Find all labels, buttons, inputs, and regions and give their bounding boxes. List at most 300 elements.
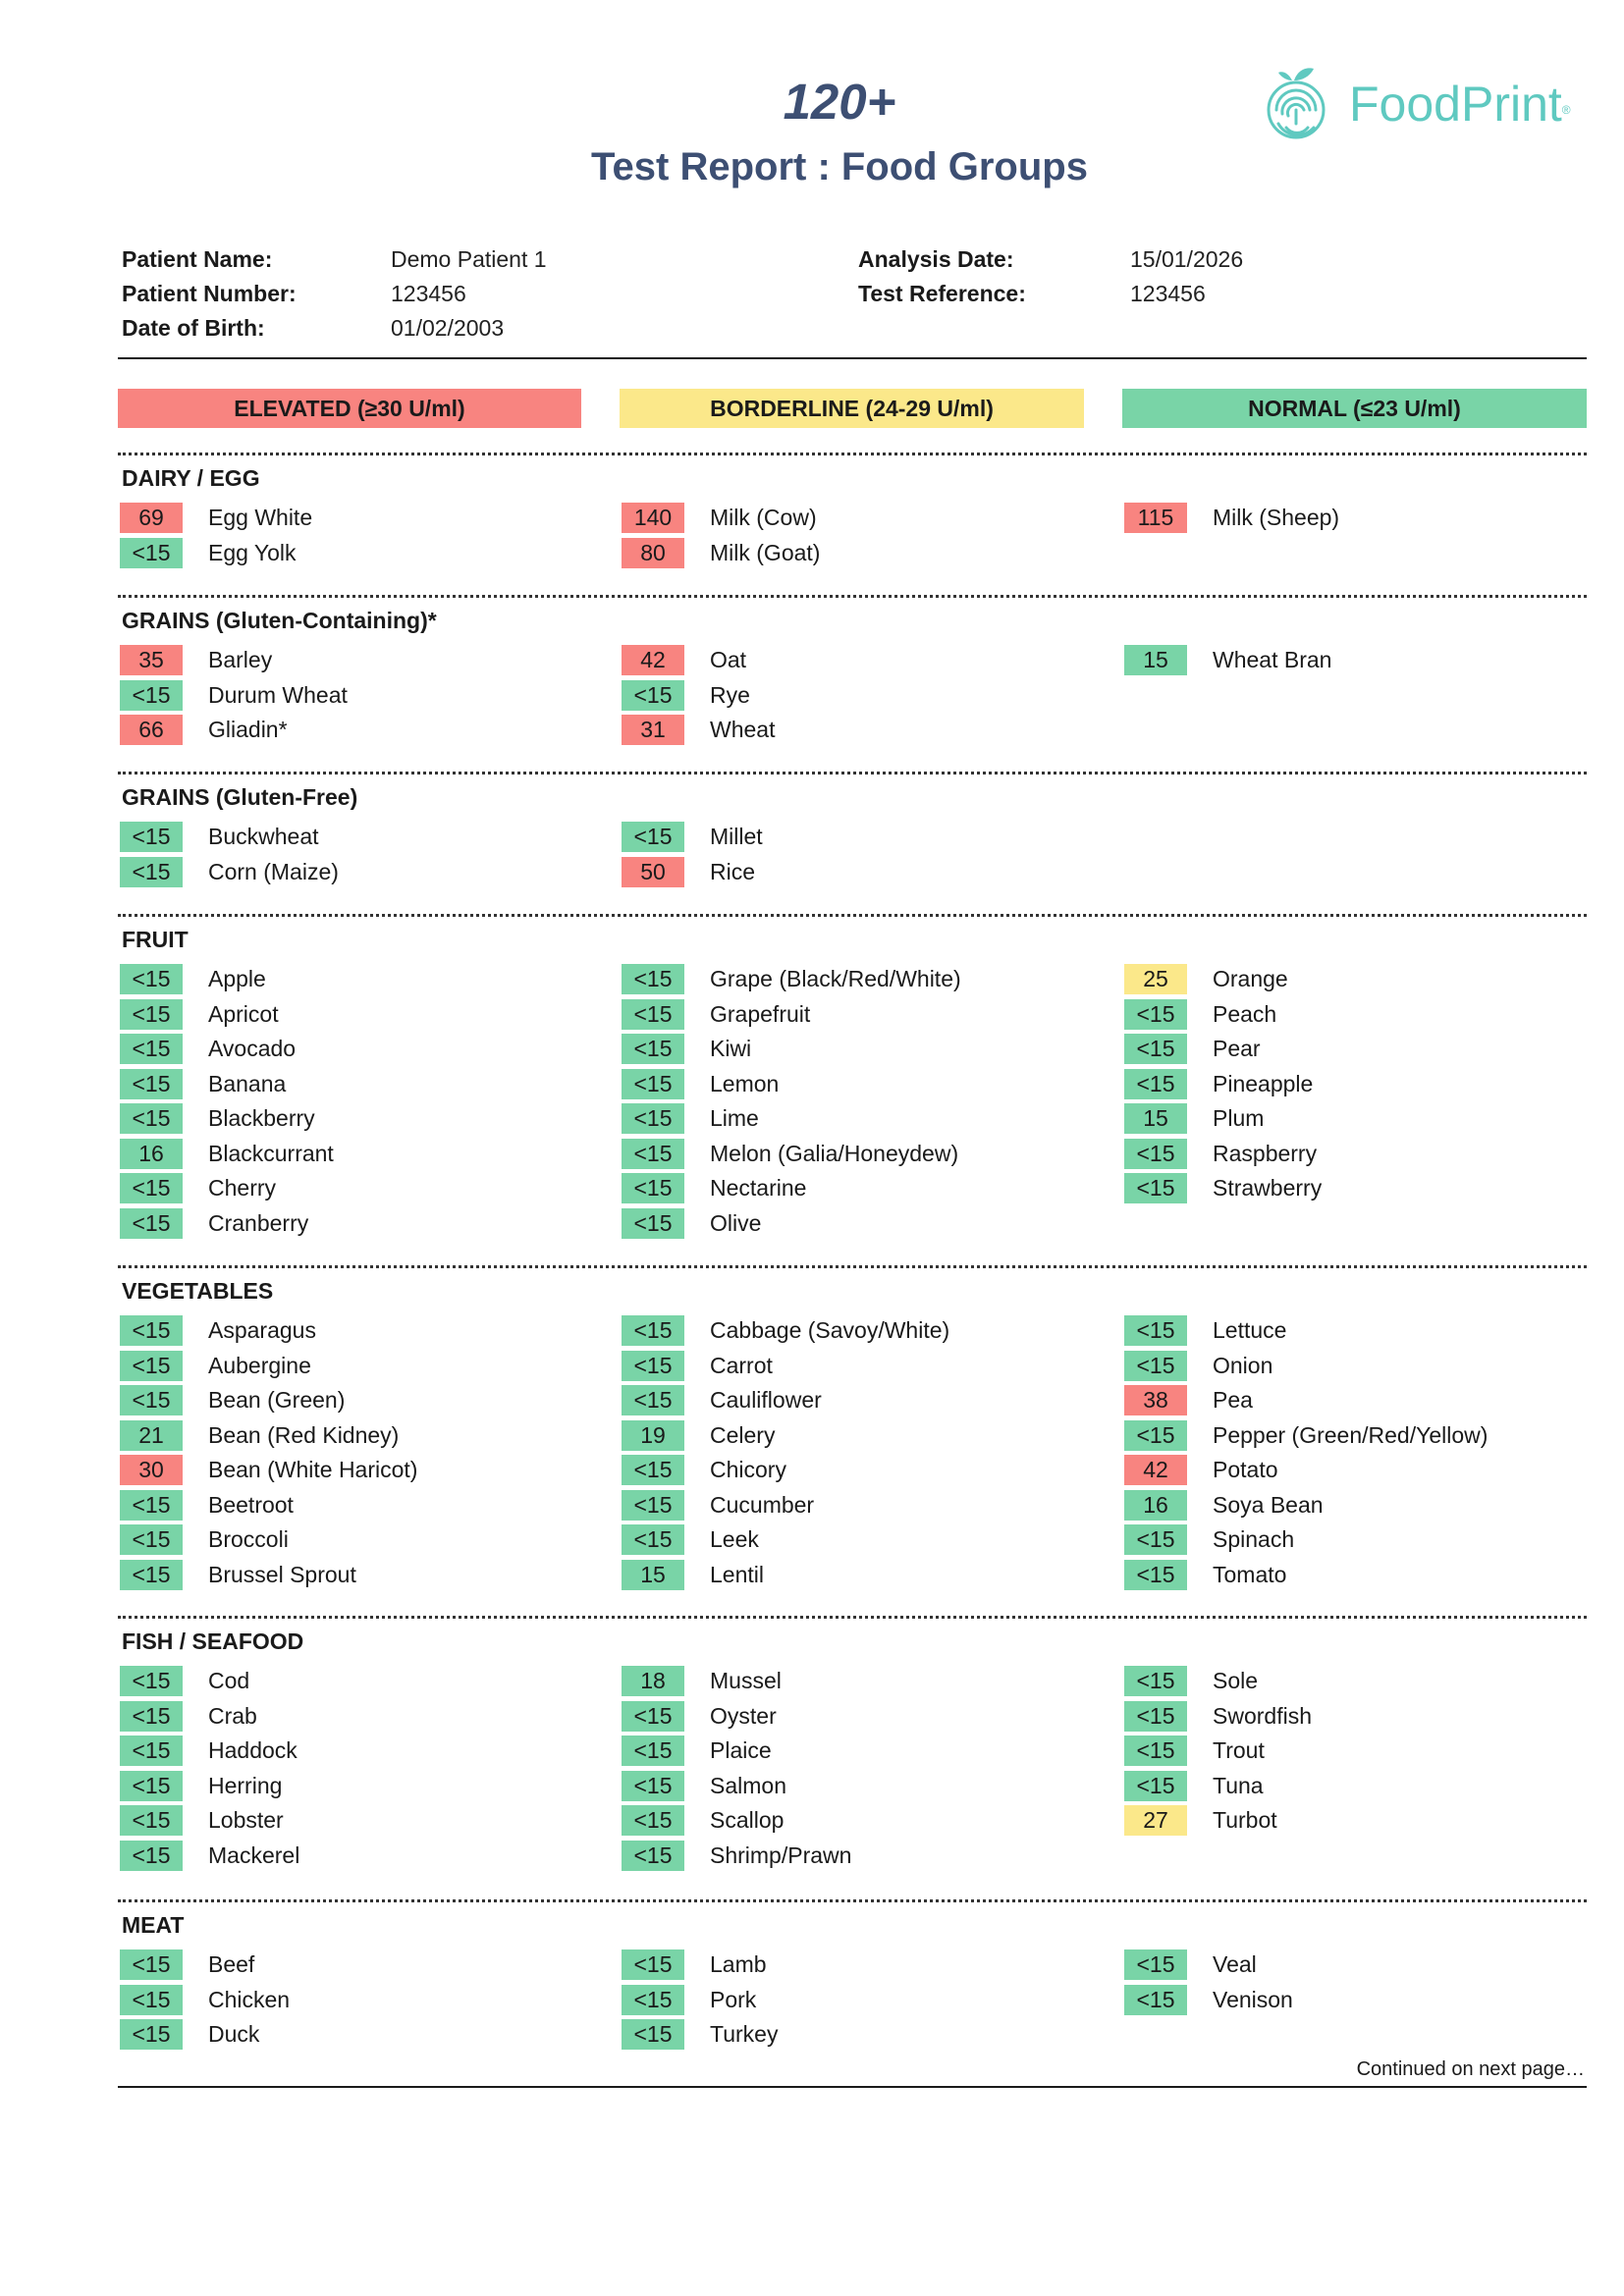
section-column [1122, 1948, 1613, 2017]
food-item [1122, 1522, 1613, 1558]
food-name: Durum Wheat [208, 681, 348, 708]
food-item [620, 1453, 1110, 1488]
food-name: Plum [1213, 1105, 1265, 1131]
food-item [620, 501, 1110, 536]
food-item [118, 643, 609, 678]
food-name: Duck [208, 2021, 260, 2047]
food-item [118, 1699, 609, 1735]
section-column [118, 501, 609, 570]
result-badge: <15 [622, 1315, 684, 1346]
footer-divider [118, 2086, 1587, 2088]
food-item [620, 1067, 1110, 1102]
food-item [118, 1206, 609, 1242]
food-name: Pork [710, 1986, 757, 2012]
food-name: Melon (Galia/Honeydew) [710, 1140, 959, 1166]
food-item [620, 1769, 1110, 1804]
result-badge: <15 [622, 964, 684, 994]
food-item [118, 1032, 609, 1067]
food-name: Mackerel [208, 1842, 300, 1868]
result-badge: 42 [1124, 1455, 1187, 1485]
food-item [118, 1453, 609, 1488]
food-name: Tuna [1213, 1772, 1264, 1798]
result-badge: <15 [622, 1351, 684, 1381]
food-item [118, 1171, 609, 1206]
food-name: Cucumber [710, 1491, 815, 1518]
food-item [620, 1734, 1110, 1769]
food-name: Pea [1213, 1387, 1253, 1413]
food-name: Nectarine [710, 1175, 807, 1201]
continued-note: Continued on next page… [1356, 2058, 1585, 2080]
food-name: Veal [1213, 1951, 1257, 1977]
patient-name: Demo Patient 1 [391, 246, 547, 272]
food-name: Wheat [710, 717, 776, 742]
result-badge: <15 [120, 1385, 183, 1415]
food-item [1122, 1067, 1613, 1102]
result-badge: <15 [622, 1735, 684, 1766]
food-name: Cherry [208, 1175, 277, 1201]
food-name: Lentil [710, 1561, 764, 1587]
food-item [118, 713, 609, 748]
section-column [620, 962, 1110, 1241]
result-badge: <15 [120, 1208, 183, 1239]
section-column [1122, 501, 1613, 536]
food-name: Oyster [710, 1702, 777, 1729]
food-name: Milk (Sheep) [1213, 505, 1340, 530]
result-badge: <15 [120, 1034, 183, 1064]
food-name: Kiwi [710, 1036, 752, 1061]
food-item [118, 536, 609, 571]
result-badge: <15 [120, 1173, 183, 1203]
result-badge: <15 [120, 999, 183, 1030]
food-name: Chicken [208, 1986, 291, 2012]
result-badge: 30 [120, 1455, 183, 1485]
result-badge: <15 [1124, 1173, 1187, 1203]
result-badge: <15 [622, 1771, 684, 1801]
result-badge: <15 [622, 1139, 684, 1169]
result-badge: <15 [1124, 1735, 1187, 1766]
result-badge: <15 [622, 1034, 684, 1064]
result-badge: <15 [1124, 1069, 1187, 1099]
food-item [620, 536, 1110, 571]
food-name: Peach [1213, 1000, 1277, 1027]
food-item [1122, 1734, 1613, 1769]
food-name: Bean (White Haricot) [208, 1457, 418, 1482]
section-divider [118, 453, 1587, 455]
food-item [118, 678, 609, 714]
result-badge: <15 [120, 538, 183, 568]
result-badge: 15 [1124, 645, 1187, 675]
food-item [1122, 1101, 1613, 1137]
food-item [1122, 1699, 1613, 1735]
result-badge: <15 [622, 999, 684, 1030]
logo-text: FoodPrint® [1349, 77, 1571, 132]
result-badge: <15 [120, 1701, 183, 1732]
food-name: Swordfish [1213, 1702, 1312, 1729]
result-badge: 115 [1124, 503, 1187, 533]
result-badge: <15 [120, 964, 183, 994]
result-badge: <15 [622, 680, 684, 711]
food-item [620, 1383, 1110, 1418]
food-name: Crab [208, 1702, 257, 1729]
food-name: Millet [710, 824, 763, 849]
result-badge: 69 [120, 503, 183, 533]
food-name: Cranberry [208, 1209, 309, 1236]
food-item [118, 1664, 609, 1699]
result-badge: 21 [120, 1420, 183, 1451]
result-badge: 140 [622, 503, 684, 533]
food-name: Cod [208, 1668, 250, 1693]
food-item [118, 1067, 609, 1102]
section-column [620, 820, 1110, 889]
result-badge: <15 [120, 1560, 183, 1590]
result-badge: 38 [1124, 1385, 1187, 1415]
result-badge: <15 [1124, 999, 1187, 1030]
patient-number-label: Patient Number: [122, 281, 297, 306]
food-item [118, 1418, 609, 1454]
food-name: Strawberry [1213, 1175, 1323, 1201]
food-item [1122, 1948, 1613, 1983]
result-badge: <15 [622, 822, 684, 852]
section-column [620, 1948, 1110, 2053]
food-name: Asparagus [208, 1317, 316, 1343]
food-name: Blackberry [208, 1105, 315, 1131]
section-divider [118, 595, 1587, 598]
result-badge: <15 [120, 680, 183, 711]
food-name: Gliadin* [208, 717, 288, 742]
fingerprint-apple-icon [1263, 61, 1345, 143]
food-name: Oat [710, 647, 747, 672]
result-badge: 42 [622, 645, 684, 675]
result-badge: <15 [622, 1069, 684, 1099]
section-column [1122, 1313, 1613, 1592]
food-name: Lemon [710, 1070, 780, 1096]
food-name: Onion [1213, 1352, 1273, 1378]
result-badge: <15 [120, 2019, 183, 2050]
food-item [1122, 1171, 1613, 1206]
legend-borderline: BORDERLINE (24-29 U/ml) [620, 389, 1084, 428]
section-column [1122, 643, 1613, 678]
food-item [1122, 1983, 1613, 2018]
food-name: Buckwheat [208, 824, 319, 849]
report-title: 120+ [783, 74, 896, 130]
food-item [620, 713, 1110, 748]
result-badge: 19 [622, 1420, 684, 1451]
food-item [118, 1488, 609, 1523]
food-name: Trout [1213, 1737, 1265, 1763]
food-name: Blackcurrant [208, 1140, 334, 1166]
food-name: Raspberry [1213, 1140, 1318, 1166]
food-name: Beef [208, 1951, 255, 1977]
section-column [620, 501, 1110, 570]
result-badge: 27 [1124, 1805, 1187, 1836]
section-column [118, 1948, 609, 2053]
food-item [620, 1488, 1110, 1523]
result-badge: <15 [120, 1985, 183, 2015]
section-title: MEAT [122, 1912, 185, 1938]
food-item [1122, 1383, 1613, 1418]
result-badge: 31 [622, 715, 684, 745]
food-item [1122, 1137, 1613, 1172]
food-name: Milk (Cow) [710, 505, 817, 530]
food-item [1122, 1664, 1613, 1699]
food-item [118, 1313, 609, 1349]
food-item [1122, 997, 1613, 1033]
section-column [620, 1313, 1110, 1592]
section-column [118, 820, 609, 889]
food-item [118, 1734, 609, 1769]
food-item [620, 2017, 1110, 2053]
food-item [1122, 1769, 1613, 1804]
food-name: Brussel Sprout [208, 1561, 356, 1587]
food-name: Grapefruit [710, 1000, 811, 1027]
food-item [620, 1664, 1110, 1699]
food-item [118, 1101, 609, 1137]
result-badge: <15 [622, 1985, 684, 2015]
section-title: VEGETABLES [122, 1278, 274, 1304]
result-badge: <15 [622, 1385, 684, 1415]
section-divider [118, 914, 1587, 917]
result-badge: 80 [622, 538, 684, 568]
food-item [1122, 501, 1613, 536]
food-item [118, 2017, 609, 2053]
section-divider [118, 772, 1587, 774]
result-badge: <15 [1124, 1351, 1187, 1381]
food-item [620, 820, 1110, 855]
food-item [620, 643, 1110, 678]
food-item [118, 1522, 609, 1558]
result-badge: <15 [622, 1524, 684, 1555]
result-badge: <15 [622, 1841, 684, 1871]
food-item [1122, 643, 1613, 678]
food-name: Turbot [1213, 1807, 1277, 1833]
patient-info-right [858, 242, 1243, 311]
food-item [1122, 1803, 1613, 1839]
food-name: Herring [208, 1772, 283, 1798]
food-name: Barley [208, 647, 273, 672]
result-badge: 15 [1124, 1103, 1187, 1134]
result-badge: 16 [120, 1139, 183, 1169]
food-item [620, 1171, 1110, 1206]
result-badge: <15 [1124, 1420, 1187, 1451]
result-badge: <15 [1124, 1315, 1187, 1346]
section-title: FISH / SEAFOOD [122, 1629, 304, 1654]
result-badge: 15 [622, 1560, 684, 1590]
food-item [118, 1383, 609, 1418]
result-badge: <15 [120, 1351, 183, 1381]
legend-normal: NORMAL (≤23 U/ml) [1122, 389, 1587, 428]
section-title: FRUIT [122, 927, 189, 952]
test-reference-label: Test Reference: [858, 281, 1026, 306]
food-name: Banana [208, 1070, 287, 1096]
food-name: Egg White [208, 505, 313, 530]
food-name: Sole [1213, 1668, 1259, 1693]
food-name: Carrot [710, 1352, 773, 1378]
dob: 01/02/2003 [391, 315, 505, 341]
food-name: Rye [710, 681, 750, 708]
section-column [620, 1664, 1110, 1873]
food-item [1122, 1032, 1613, 1067]
result-badge: <15 [120, 822, 183, 852]
food-name: Corn (Maize) [208, 858, 339, 884]
result-badge: <15 [1124, 1949, 1187, 1980]
result-badge: <15 [622, 1455, 684, 1485]
section-column [118, 643, 609, 748]
result-badge: <15 [120, 1524, 183, 1555]
food-item [1122, 1453, 1613, 1488]
food-name: Turkey [710, 2021, 779, 2047]
food-name: Cabbage (Savoy/White) [710, 1317, 950, 1343]
food-name: Shrimp/Prawn [710, 1842, 852, 1868]
food-name: Broccoli [208, 1526, 289, 1552]
food-name: Tomato [1213, 1561, 1287, 1587]
legend-elevated: ELEVATED (≥30 U/ml) [118, 389, 581, 428]
food-item [1122, 1488, 1613, 1523]
result-badge: <15 [120, 1735, 183, 1766]
food-name: Pepper (Green/Red/Yellow) [1213, 1421, 1489, 1448]
result-badge: <15 [120, 1103, 183, 1134]
food-item [1122, 1558, 1613, 1593]
food-item [620, 1558, 1110, 1593]
food-item [118, 1948, 609, 1983]
food-item [620, 1137, 1110, 1172]
result-badge: <15 [120, 1841, 183, 1871]
food-name: Egg Yolk [208, 539, 297, 565]
result-badge: 16 [1124, 1490, 1187, 1521]
section-column [620, 643, 1110, 748]
patient-number: 123456 [391, 281, 466, 306]
food-item [118, 501, 609, 536]
food-item [620, 997, 1110, 1033]
food-name: Mussel [710, 1668, 782, 1693]
section-title: DAIRY / EGG [122, 465, 260, 491]
food-name: Wheat Bran [1213, 647, 1332, 672]
section-column [118, 962, 609, 1241]
food-name: Rice [710, 858, 756, 884]
section-title: GRAINS (Gluten-Free) [122, 784, 358, 810]
food-item [620, 1839, 1110, 1874]
result-badge: 18 [622, 1666, 684, 1696]
food-name: Chicory [710, 1457, 786, 1482]
result-badge: <15 [1124, 1524, 1187, 1555]
food-name: Pineapple [1213, 1070, 1314, 1096]
food-item [620, 1418, 1110, 1454]
analysis-date-label: Analysis Date: [858, 246, 1014, 272]
food-name: Beetroot [208, 1491, 294, 1518]
food-name: Lime [710, 1105, 759, 1131]
result-badge: <15 [120, 1315, 183, 1346]
section-column [118, 1664, 609, 1873]
result-badge: <15 [120, 1666, 183, 1696]
food-item [620, 1522, 1110, 1558]
food-name: Grape (Black/Red/White) [710, 966, 961, 991]
food-item [118, 1769, 609, 1804]
food-name: Soya Bean [1213, 1491, 1324, 1518]
result-badge: <15 [1124, 1560, 1187, 1590]
result-badge: <15 [120, 1805, 183, 1836]
food-name: Haddock [208, 1737, 298, 1763]
analysis-date: 15/01/2026 [1130, 246, 1244, 272]
result-badge: <15 [622, 1103, 684, 1134]
result-badge: <15 [622, 2019, 684, 2050]
food-item [620, 1101, 1110, 1137]
result-badge: <15 [622, 1490, 684, 1521]
food-name: Lobster [208, 1807, 284, 1833]
test-reference: 123456 [1130, 281, 1206, 306]
report-subtitle: Test Report : Food Groups [591, 145, 1088, 188]
food-item [118, 962, 609, 997]
section-title: GRAINS (Gluten-Containing)* [122, 608, 437, 633]
food-item [1122, 962, 1613, 997]
food-item [118, 1137, 609, 1172]
food-item [620, 1313, 1110, 1349]
result-badge: <15 [622, 1173, 684, 1203]
result-badge: <15 [120, 1771, 183, 1801]
food-item [620, 1206, 1110, 1242]
section-column [1122, 1664, 1613, 1839]
result-badge: <15 [1124, 1985, 1187, 2015]
result-badge: <15 [1124, 1701, 1187, 1732]
section-column [118, 1313, 609, 1592]
result-badge: <15 [622, 1208, 684, 1239]
food-item [118, 1558, 609, 1593]
food-item [1122, 1418, 1613, 1454]
result-badge: 25 [1124, 964, 1187, 994]
food-item [620, 1948, 1110, 1983]
food-name: Lettuce [1213, 1317, 1287, 1343]
result-badge: <15 [622, 1701, 684, 1732]
patient-info-left [122, 242, 547, 346]
result-badge: <15 [120, 1069, 183, 1099]
result-badge: <15 [120, 857, 183, 887]
section-column [1122, 962, 1613, 1206]
food-name: Salmon [710, 1772, 786, 1798]
result-badge: <15 [1124, 1034, 1187, 1064]
section-divider [118, 1616, 1587, 1619]
food-name: Lamb [710, 1951, 767, 1977]
food-item [118, 1983, 609, 2018]
food-item [620, 678, 1110, 714]
food-item [620, 962, 1110, 997]
result-badge: <15 [120, 1949, 183, 1980]
food-name: Apricot [208, 1000, 279, 1027]
header-divider [118, 357, 1587, 359]
food-item [118, 1839, 609, 1874]
result-badge: 35 [120, 645, 183, 675]
food-item [118, 855, 609, 890]
food-name: Apple [208, 966, 266, 991]
food-name: Leek [710, 1526, 759, 1552]
food-name: Spinach [1213, 1526, 1295, 1552]
patient-name-label: Patient Name: [122, 246, 273, 272]
food-item [118, 1803, 609, 1839]
food-item [118, 820, 609, 855]
food-name: Celery [710, 1421, 776, 1448]
food-name: Olive [710, 1209, 762, 1236]
food-item [620, 1699, 1110, 1735]
result-badge: <15 [622, 1949, 684, 1980]
food-item [118, 997, 609, 1033]
food-item [1122, 1349, 1613, 1384]
food-name: Aubergine [208, 1352, 311, 1378]
food-item [118, 1349, 609, 1384]
food-item [1122, 1313, 1613, 1349]
food-name: Potato [1213, 1457, 1278, 1482]
food-item [620, 1803, 1110, 1839]
dob-label: Date of Birth: [122, 315, 265, 341]
result-badge: 66 [120, 715, 183, 745]
food-name: Bean (Red Kidney) [208, 1421, 400, 1448]
food-name: Avocado [208, 1036, 297, 1061]
